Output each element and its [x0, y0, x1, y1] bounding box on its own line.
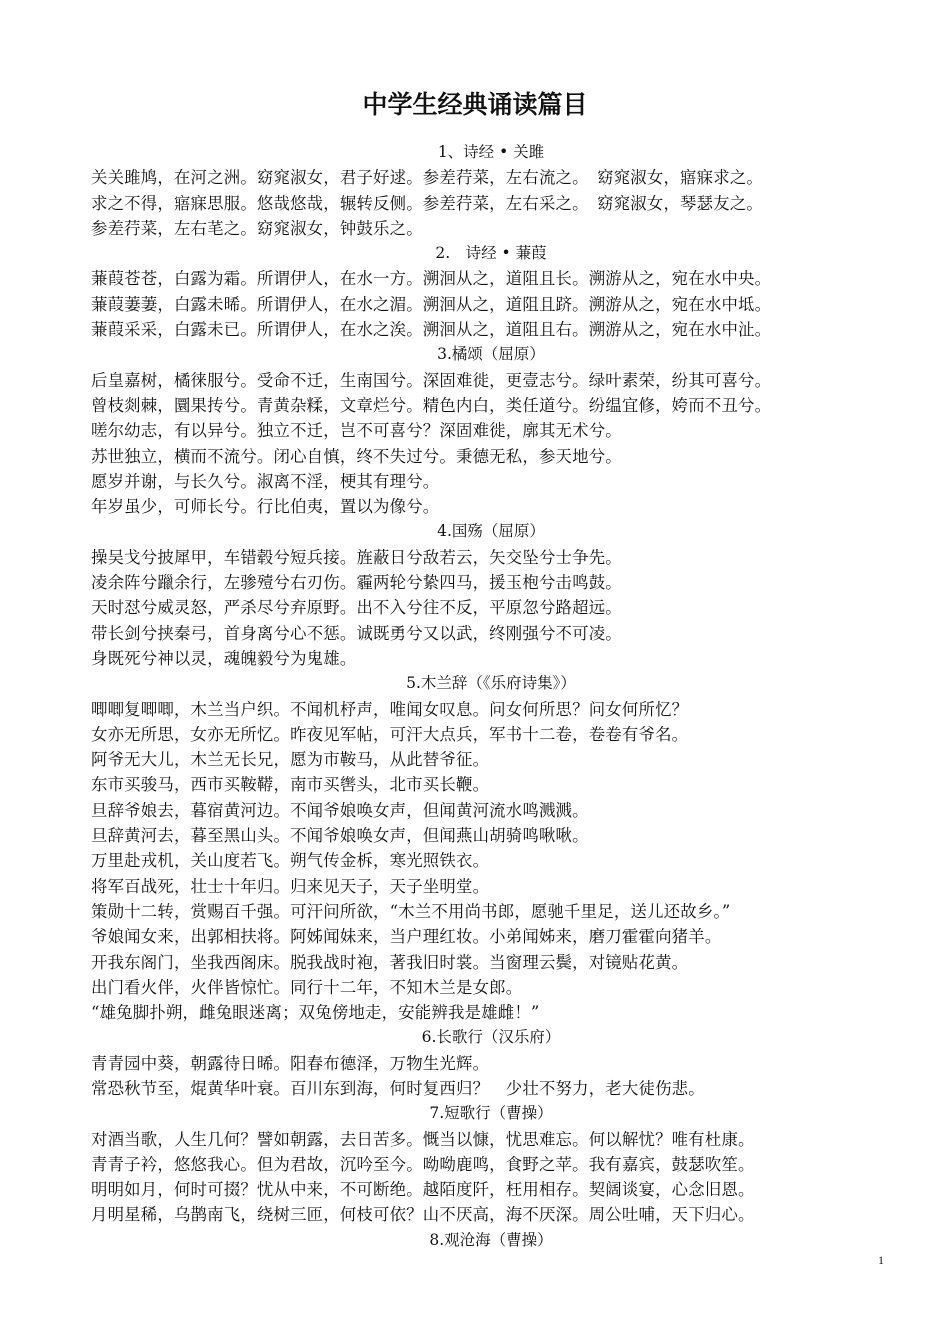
text-line: 阿爷无大儿，木兰无长兄，愿为市鞍马，从此替爷征。 [91, 750, 490, 770]
text-line: 愿岁并谢，与长久兮。淑离不淫，梗其有理兮。 [91, 471, 440, 491]
text-line: 天时怼兮威灵怒，严杀尽兮弃原野。出不入兮往不反，平原忽兮路超远。 [91, 598, 622, 618]
text-line: 出门看火伴，火伴皆惊忙。同行十二年，不知木兰是女郎。 [91, 977, 523, 997]
text-line: 后皇嘉树，橘徕服兮。受命不迁，生南国兮。深固难徙，更壹志兮。绿叶素荣，纷其可喜兮。 [91, 370, 772, 390]
text-line: 旦辞爷娘去，暮宿黄河边。不闻爷娘唤女声，但闻黄河流水鸣溅溅。 [91, 800, 589, 820]
text-line: 女亦无所思，女亦无所忆。昨夜见军帖，可汗大点兵，军书十二卷，卷卷有爷名。 [91, 724, 689, 744]
text-line: 月明星稀，乌鹊南飞，绕树三匝，何枝可依？山不厌高，海不厌深。周公吐哺，天下归心。 [91, 1205, 755, 1225]
text-line: 蒹葭苍苍，白露为霜。所谓伊人，在水一方。溯洄从之，道阻且长。溯游从之，宛在水中央。 [91, 269, 772, 289]
text-line: 将军百战死，壮士十年归。归来见天子，天子坐明堂。 [91, 876, 490, 896]
text-line: 嗟尔幼志，有以异兮。独立不迁，岂不可喜兮？深固难徙，廓其无术兮。 [91, 421, 622, 441]
text-line: 关关雎鸠，在河之洲。窈窕淑女，君子好逑。参差荇菜，左右流之。 窈窕淑女，寤寐求之。 [91, 168, 764, 188]
section-title: 6.长歌行（汉乐府） [421, 1028, 561, 1047]
text-line: 操吴戈兮披犀甲，车错毂兮短兵接。旌蔽日兮敌若云，矢交坠兮士争先。 [91, 547, 622, 567]
section-title: 4.国殇（屈原） [437, 522, 545, 541]
text-line: 蒹葭萋萋，白露未晞。所谓伊人，在水之湄。溯洄从之，道阻且跻。溯游从之，宛在水中坻。 [91, 294, 772, 314]
document-body [91, 140, 891, 1253]
text-line: 蒹葭采采，白露未已。所谓伊人，在水之涘。溯洄从之，道阻且右。溯游从之，宛在水中沚。 [91, 320, 772, 340]
text-line: 苏世独立，横而不流兮。闭心自慎，终不失过兮。秉德无私，参天地兮。 [91, 446, 622, 466]
section-title: 7.短歌行（曹操） [429, 1104, 553, 1123]
section-title: 1、诗经 • 关雎 [437, 143, 545, 161]
page-number: 1 [878, 1253, 884, 1267]
text-line: 年岁虽少，可师长兮。行比伯夷，置以为像兮。 [91, 497, 440, 517]
text-line: 青青园中葵，朝露待日晞。阳春布德泽，万物生光辉。 [91, 1053, 490, 1073]
document-title: 中学生经典诵读篇目 [362, 90, 588, 119]
text-line: 对酒当歌，人生几何？譬如朝露，去日苦多。慨当以慷，忧思难忘。何以解忧？唯有杜康。 [91, 1129, 755, 1149]
text-line: 青青子衿，悠悠我心。但为君故，沉吟至今。呦呦鹿鸣，食野之苹。我有嘉宾，鼓瑟吹笙。 [91, 1154, 755, 1174]
text-line: 常恐秋节至，焜黄华叶衰。百川东到海，何时复西归？ 少壮不努力，老大徒伤悲。 [91, 1078, 705, 1098]
text-line: 身既死兮神以灵，魂魄毅兮为鬼雄。 [91, 648, 357, 668]
text-line: 开我东阁门，坐我西阁床。脱我战时袍，著我旧时裳。当窗理云鬓，对镜贴花黄。 [91, 952, 689, 972]
section-title: 2. 诗经 • 蒹葭 [435, 244, 547, 263]
text-line: 求之不得，寤寐思服。悠哉悠哉，辗转反侧。参差荇菜，左右采之。 窈窕淑女，琴瑟友之。 [91, 193, 764, 213]
section-title: 5.木兰辞（《乐府诗集》） [406, 674, 576, 693]
text-line: 带长剑兮挟秦弓，首身离兮心不惩。诚既勇兮又以武，终刚强兮不可凌。 [91, 623, 622, 643]
section-title: 3.橘颂（屈原） [437, 345, 545, 364]
text-line: 参差荇菜，左右芼之。窈窕淑女，钟鼓乐之。 [91, 218, 423, 238]
text-line: 东市买骏马，西市买鞍鞯，南市买辔头，北市买长鞭。 [91, 775, 490, 795]
text-line: 唧唧复唧唧，木兰当户织。不闻机杼声，唯闻女叹息。问女何所思？问女何所忆？ [91, 699, 689, 719]
text-line: 旦辞黄河去，暮至黑山头。不闻爷娘唤女声，但闻燕山胡骑鸣啾啾。 [91, 826, 589, 846]
text-line: 明明如月，何时可掇？忧从中来，不可断绝。越陌度阡，枉用相存。契阔谈宴，心念旧恩。 [91, 1180, 755, 1200]
text-line: 凌余阵兮躐余行，左骖殪兮右刃伤。霾两轮兮絷四马，援玉枹兮击鸣鼓。 [91, 573, 622, 593]
text-line: 爷娘闻女来，出郭相扶将。阿姊闻妹来，当户理红妆。小弟闻姊来，磨刀霍霍向猪羊。 [91, 927, 722, 947]
text-line: 曾枝剡棘，圜果抟兮。青黄杂糅，文章烂兮。精色内白，类任道兮。纷缊宜修，姱而不丑兮。 [91, 395, 772, 415]
text-line: 万里赴戎机，关山度若飞。朔气传金柝，寒光照铁衣。 [91, 851, 490, 871]
text-line: “雄兔脚扑朔，雌兔眼迷离；双兔傍地走，安能辨我是雄雌！” [91, 1003, 540, 1023]
text-line: 策勋十二转，赏赐百千强。可汗问所欲，“木兰不用尚书郎，愿驰千里足，送儿还故乡。” [91, 901, 731, 921]
section-title: 8.观沧海（曹操） [429, 1230, 553, 1249]
